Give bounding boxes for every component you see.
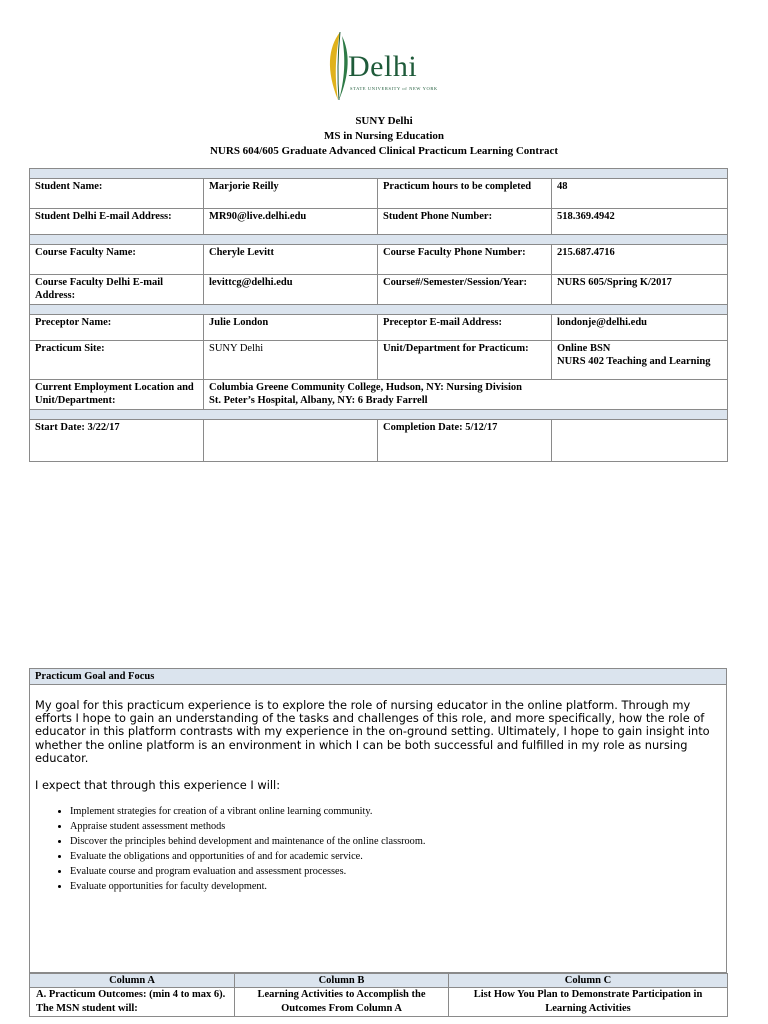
faculty-name-label: Course Faculty Name: bbox=[30, 245, 204, 275]
start-date: Start Date: 3/22/17 bbox=[30, 420, 204, 462]
column-b-header: Column B bbox=[235, 974, 449, 988]
unit-label: Unit/Department for Practicum: bbox=[378, 341, 552, 380]
employment-line-1: Columbia Greene Community College, Hudson, NY: Nursing Division bbox=[209, 382, 522, 393]
column-a-text: A. Practicum Outcomes: (min 4 to max 6). The MSN student will: bbox=[30, 988, 235, 1017]
faculty-name-row bbox=[30, 245, 728, 275]
course-label: Course#/Semester/Session/Year: bbox=[378, 275, 552, 305]
column-c-text: List How You Plan to Demonstrate Participation in Learning Activities bbox=[449, 988, 728, 1017]
hours-label: Practicum hours to be completed bbox=[378, 179, 552, 209]
logo-wordmark: Delhi bbox=[348, 50, 418, 83]
list-item: • Evaluate the obligations and opportunities of and for academic service. bbox=[70, 849, 726, 864]
practicum-site-row bbox=[30, 341, 728, 380]
spacer-row bbox=[30, 410, 728, 420]
spacer-row bbox=[30, 169, 728, 179]
student-email-label: Student Delhi E-mail Address: bbox=[30, 209, 204, 235]
student-phone-label: Student Phone Number: bbox=[378, 209, 552, 235]
learning-contract-table bbox=[29, 168, 728, 462]
unit-line-2: NURS 402 Teaching and Learning bbox=[557, 356, 711, 367]
columns-header-row bbox=[30, 974, 728, 988]
practicum-goal-section bbox=[29, 668, 727, 973]
employment-label: Current Employment Location and Unit/Department: bbox=[30, 380, 204, 410]
spacer-row bbox=[30, 235, 728, 245]
site-value: SUNY Delhi bbox=[204, 341, 378, 380]
faculty-email-row bbox=[30, 275, 728, 305]
heading-program: MS in Nursing Education bbox=[323, 130, 445, 142]
list-item: • Evaluate course and program evaluation and assessment processes. bbox=[70, 864, 726, 879]
heading-institution: SUNY Delhi bbox=[355, 115, 413, 127]
employment-row bbox=[30, 380, 728, 410]
start-date-blank bbox=[204, 420, 378, 462]
student-name-value: Marjorie Reilly bbox=[204, 179, 378, 209]
column-b-text: Learning Activities to Accomplish the Outcomes From Column A bbox=[235, 988, 449, 1017]
student-phone-value: 518.369.4942 bbox=[552, 209, 728, 235]
column-a-header: Column A bbox=[30, 974, 235, 988]
unit-line-1: Online BSN bbox=[557, 343, 611, 354]
list-item: • Discover the principles behind development and maintenance of the online classroom. bbox=[70, 834, 726, 849]
columns-description-row bbox=[30, 988, 728, 1017]
student-email-row bbox=[30, 209, 728, 235]
employment-value bbox=[204, 380, 728, 410]
hours-value: 48 bbox=[552, 179, 728, 209]
logo-subtitle: STATE UNIVERSITY of NEW YORK bbox=[350, 86, 438, 91]
student-email-value: MR90@live.delhi.edu bbox=[204, 209, 378, 235]
goal-expect-intro: I expect that through this experience I will: bbox=[35, 778, 281, 793]
completion-date: Completion Date: 5/12/17 bbox=[378, 420, 552, 462]
course-value: NURS 605/Spring K/2017 bbox=[552, 275, 728, 305]
dates-row bbox=[30, 420, 728, 462]
list-item: • Implement strategies for creation of a vibrant online learning community. bbox=[70, 804, 726, 819]
faculty-email-label: Course Faculty Delhi E-mail Address: bbox=[30, 275, 204, 305]
faculty-phone-value: 215.687.4716 bbox=[552, 245, 728, 275]
preceptor-row bbox=[30, 315, 728, 341]
preceptor-name-label: Preceptor Name: bbox=[30, 315, 204, 341]
heading-title: NURS 604/605 Graduate Advanced Clinical Practicum Learning Contract bbox=[209, 145, 558, 157]
list-item: • Appraise student assessment methods bbox=[70, 819, 726, 834]
faculty-email-value: levittcg@delhi.edu bbox=[204, 275, 378, 305]
list-item: • Evaluate opportunities for faculty development. bbox=[70, 879, 726, 894]
completion-date-blank bbox=[552, 420, 728, 462]
preceptor-name-value: Julie London bbox=[204, 315, 378, 341]
unit-value bbox=[552, 341, 728, 380]
spacer-row bbox=[30, 305, 728, 315]
faculty-phone-label: Course Faculty Phone Number: bbox=[378, 245, 552, 275]
student-name-label: Student Name: bbox=[30, 179, 204, 209]
employment-line-2: St. Peter’s Hospital, Albany, NY: 6 Brady Farrell bbox=[209, 395, 428, 406]
preceptor-email-label: Preceptor E-mail Address: bbox=[378, 315, 552, 341]
document-heading bbox=[0, 114, 768, 159]
column-c-header: Column C bbox=[449, 974, 728, 988]
faculty-name-value: Cheryle Levitt bbox=[204, 245, 378, 275]
goal-list bbox=[30, 804, 726, 894]
columns-table bbox=[29, 973, 728, 1017]
site-label: Practicum Site: bbox=[30, 341, 204, 380]
delhi-logo bbox=[320, 30, 450, 104]
student-name-row bbox=[30, 179, 728, 209]
goal-title: Practicum Goal and Focus bbox=[30, 669, 726, 685]
preceptor-email-value: londonje@delhi.edu bbox=[552, 315, 728, 341]
goal-paragraph: My goal for this practicum experience is to explore the role of nursing educator in the online platform. Through my efforts I hope to gain an understanding of the tasks and challenges of this role, and more specifically, how the role of educator in this platform contrasts with my experience in the on-ground setting. Ultimately, I hope to gain insight into whether the online platform is an environment in which I can be both successful and fulfilled in my role as nursing educator. bbox=[35, 698, 710, 765]
